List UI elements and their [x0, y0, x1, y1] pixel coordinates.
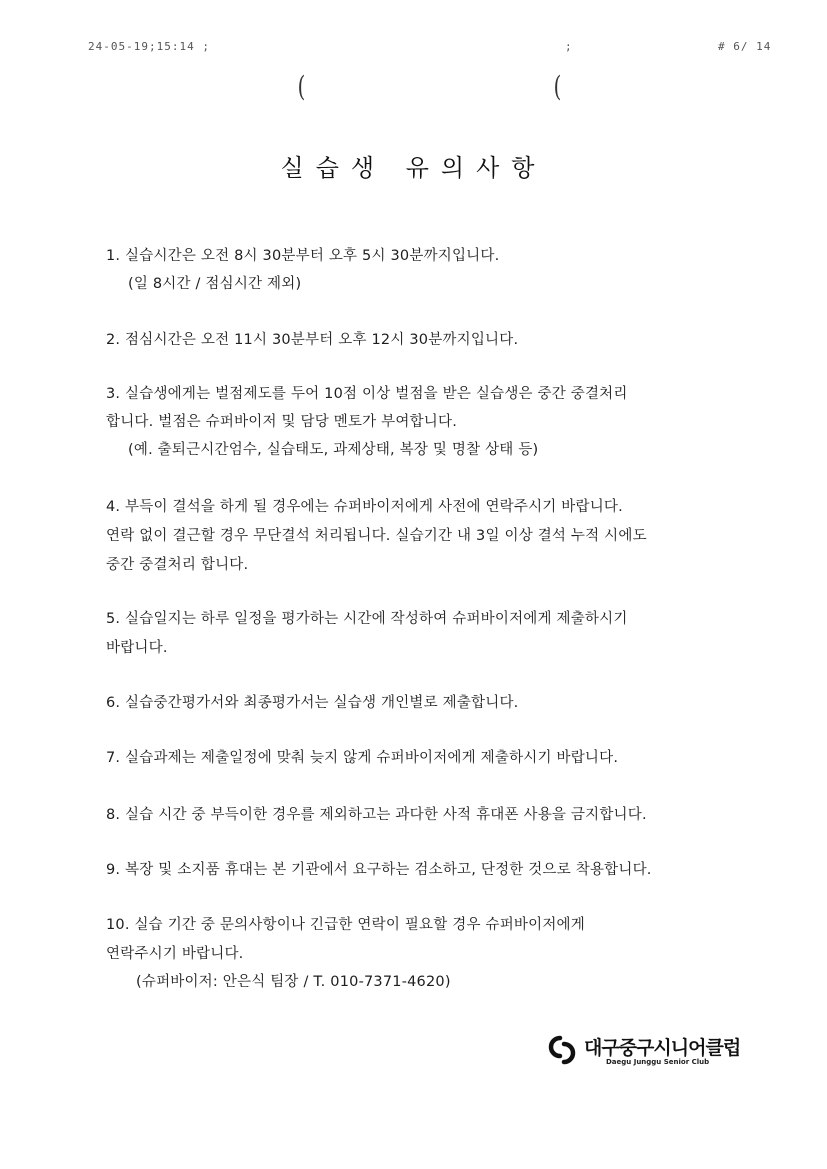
notice-line: 4. 부득이 결석을 하게 될 경우에는 슈퍼바이저에게 사전에 연락주시기 바랍니다. — [106, 499, 623, 515]
notice-line: 1. 실습시간은 오전 8시 30분부터 오후 5시 30분까지입니다. — [106, 248, 500, 264]
notice-line: 10. 실습 기간 중 문의사항이나 긴급한 연락이 필요할 경우 슈퍼바이저에게 — [106, 917, 585, 933]
fax-page-number: # 6/ 14 — [718, 40, 772, 53]
notice-line: 7. 실습과제는 제출일정에 맞춰 늦지 않게 슈퍼바이저에게 제출하시기 바랍니다. — [106, 750, 619, 766]
notice-line: (슈퍼바이저: 안은식 팀장 / T. 010-7371-4620) — [136, 974, 451, 990]
notice-line: 5. 실습일지는 하루 일정을 평가하는 시간에 작성하여 슈퍼바이저에게 제출하시기 — [106, 611, 628, 627]
notice-line: 9. 복장 및 소지품 휴대는 본 기관에서 요구하는 검소하고, 단정한 것으로 착용합니다. — [106, 862, 652, 878]
notice-line: 중간 중결처리 합니다. — [106, 557, 249, 573]
organization-name-english: Daegu Junggu Senior Club — [606, 1058, 710, 1066]
senior-club-logo-icon — [544, 1032, 580, 1068]
notice-line: (예. 출퇴근시간엄수, 실습태도, 과제상태, 복장 및 명찰 상태 등) — [128, 442, 539, 458]
notice-line: 2. 점심시간은 오전 11시 30분부터 오후 12시 30분까지입니다. — [106, 332, 519, 348]
organization-name: 대구중구시니어클럽 — [584, 1037, 741, 1059]
notice-line: 3. 실습생에게는 벌점제도를 두어 10점 이상 벌점을 받은 실습생은 중간 중결처리 — [106, 386, 628, 402]
notice-line: 연락 없이 결근할 경우 무단결석 처리됩니다. 실습기간 내 3일 이상 결석 누적 시에도 — [106, 528, 647, 544]
fax-separator: ; — [565, 40, 573, 53]
fax-timestamp: 24-05-19;15:14 ; — [88, 40, 210, 53]
punch-hole-mark-left: ( — [297, 70, 306, 103]
notice-line: 6. 실습중간평가서와 최종평가서는 실습생 개인별로 제출합니다. — [106, 695, 519, 711]
document-title: 실습생 유의사항 — [280, 154, 547, 182]
notice-line: 연락주시기 바랍니다. — [106, 946, 244, 962]
notice-line: 8. 실습 시간 중 부득이한 경우를 제외하고는 과다한 사적 휴대폰 사용을 금지합니다. — [106, 807, 647, 823]
notice-line: 바랍니다. — [106, 640, 168, 656]
notice-line: 합니다. 벌점은 슈퍼바이저 및 담당 멘토가 부여합니다. — [106, 414, 458, 430]
organization-logo — [544, 1030, 744, 1078]
punch-hole-mark-right: ( — [553, 70, 562, 103]
notice-line: (일 8시간 / 점심시간 제외) — [128, 276, 302, 292]
